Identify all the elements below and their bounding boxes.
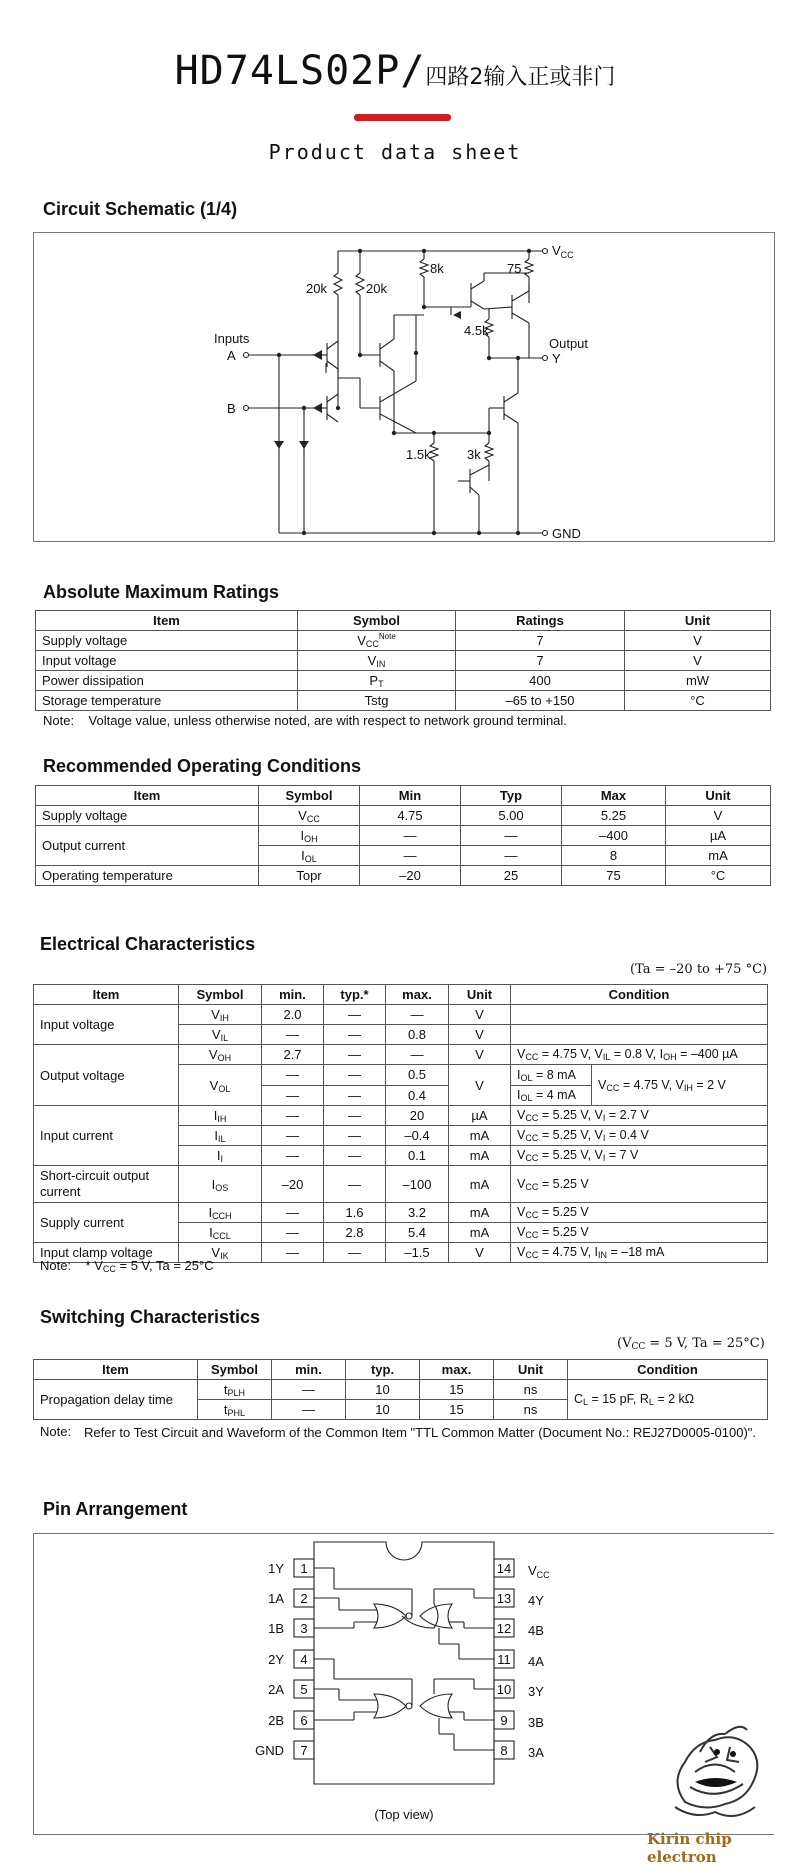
pin-9-label: 3B (528, 1715, 544, 1730)
table-row: Input clamp voltage $V_{IK}$ — — –1.5 V $V_{CC} = 4.75$ V, $I_{IN} = -18$ mA (34, 1243, 768, 1263)
pin-6-label: 2B (268, 1713, 284, 1728)
part-number: HD74LS02P/ (175, 48, 426, 94)
pin-12-number: 12 (497, 1621, 511, 1636)
rec-op-table (35, 785, 771, 886)
input-b-label: B (227, 401, 236, 416)
table-row: $I_I$ — — 0.1 mA $V_{CC} = 5.25$ V, $V_I = 7$ V (34, 1146, 768, 1166)
resistor-4.5k-label: 4.5k (464, 323, 489, 338)
table-row: $V_{OL}$ — — 0.5 V $I_{OL} = 8$ mA $I_{OL} = 4$ mA $V_{CC} = 4.75$ V, $V_{IH} = 2$ V (34, 1065, 768, 1086)
condition-voh: $V_{CC} = 4.75$ V, $V_{IL} = 0.8$ V, $I_{OH} = -400$ µA (511, 1045, 768, 1065)
table-row: Propagation delay time $t_{PLH}$ — 10 15 ns $C_L = 15$ pF, $R_L = 2$ kΩ (34, 1380, 768, 1400)
title-underline (354, 114, 451, 121)
table-row: $I_{IL}$ — — –0.4 mA $V_{CC} = 5.25$ V, $V_I = 0.4$ V (34, 1126, 768, 1146)
pin-2-label: 1A (268, 1591, 284, 1606)
pin-1-label: 1Y (268, 1561, 284, 1576)
input-a-label: A (227, 348, 236, 363)
abs-max-note: Note: Voltage value, unless otherwise noted, are with respect to network ground terminal. (43, 713, 567, 728)
pin-5-label: 2A (268, 1682, 284, 1697)
pin-13-number: 13 (497, 1591, 511, 1606)
schematic-frame (33, 232, 775, 542)
resistor-3k-label: 3k (467, 447, 481, 462)
table-header-row: Item Symbol Min Typ Max Unit (36, 786, 771, 806)
switching-title: Switching Characteristics (40, 1307, 260, 1328)
rec-op-title: Recommended Operating Conditions (43, 756, 361, 777)
abs-max-title: Absolute Maximum Ratings (43, 582, 279, 603)
table-row: Operating temperature Topr –20 25 75 °C (36, 866, 771, 886)
page-title (0, 48, 790, 94)
output-y-label: Y (552, 351, 561, 366)
pin-3-number: 3 (300, 1621, 307, 1636)
table-row: $I_{CCL}$ — 2.8 5.4 mA $V_{CC} = 5.25$ V (34, 1223, 768, 1243)
table-row: Output voltage $V_{OH}$ 2.7 — — V $V_{CC} = 4.75$ V, $V_{IL} = 0.8$ V, $I_{OH} = -400$ µA (34, 1045, 768, 1065)
pin-10-number: 10 (497, 1682, 511, 1697)
resistor-1.5k-label: 1.5k (406, 447, 431, 462)
pin-12-label: 4B (528, 1623, 544, 1638)
table-row: Supply current $I_{CCH}$ — 1.6 3.2 mA $V_{CC} = 5.25$ V (34, 1203, 768, 1223)
elec-title: Electrical Characteristics (40, 934, 255, 955)
pin-1-number: 1 (300, 1561, 307, 1576)
table-row: Input voltage $V_{IH}$ 2.0 — — V (34, 1005, 768, 1025)
pin-6-number: 6 (300, 1713, 307, 1728)
pin-4-label: 2Y (268, 1652, 284, 1667)
part-description: 四路2输入正或非门 (425, 65, 615, 90)
abs-max-table (35, 610, 771, 711)
table-row: Short-circuit output current $I_{OS}$ –20 — –100 mA $V_{CC} = 5.25$ V (34, 1166, 768, 1203)
pin-14-label: $V_{CC}$ (528, 1563, 550, 1580)
elec-condition-note: (Ta = –20 to +75 °C) (630, 962, 767, 977)
table-row: $I_{OL}$ — — 8 mA (36, 846, 771, 866)
elec-table (33, 984, 768, 1263)
table-row: $V_{IL}$ — — 0.8 V (34, 1025, 768, 1045)
pin-8-label: 3A (528, 1745, 544, 1760)
resistor-75-label: 75 (507, 261, 521, 276)
condition-propagation: $C_L = 15$ pF, $R_L = 2$ kΩ (568, 1380, 768, 1420)
resistor-8k-label: 8k (430, 261, 444, 276)
pin-2-number: 2 (300, 1591, 307, 1606)
resistor-20k-b-label: 20k (366, 281, 387, 296)
elec-note: Note: * $V_{CC} = 5$ V, Ta = 25°C (40, 1258, 214, 1273)
pins-title: Pin Arrangement (43, 1499, 187, 1520)
switching-table (33, 1359, 768, 1420)
inputs-label: Inputs (214, 331, 250, 346)
table-row: Input voltage $V_{IN}$ 7 V (36, 651, 771, 671)
condition-vol: $I_{OL} = 8$ mA $I_{OL} = 4$ mA $V_{CC} = 4.75$ V, $V_{IH} = 2$ V (511, 1065, 768, 1106)
pin-14-number: 14 (497, 1561, 511, 1576)
table-header-row: Item Symbol Ratings Unit (36, 611, 771, 631)
watermark-text: Kirin chip electron (647, 1830, 790, 1866)
table-row: Storage temperature Tstg –65 to +150 °C (36, 691, 771, 711)
gnd-label: GND (552, 526, 581, 541)
pin-7-number: 7 (300, 1743, 307, 1758)
table-row: Supply voltage $V_{CC}^{Note}$ 7 V (36, 631, 771, 651)
resistor-20k-a-label: 20k (306, 281, 327, 296)
switching-note: Note: Refer to Test Circuit and Waveform of the Common Item "TTL Common Matter (Document No.: REJ27D0005-0100)". (40, 1424, 760, 1442)
pin-7-label: GND (255, 1743, 284, 1758)
table-header-row: Item Symbol min. typ. max. Unit Condition (34, 1360, 768, 1380)
output-label: Output (549, 336, 588, 351)
table-row: Power dissipation $P_T$ 400 mW (36, 671, 771, 691)
schematic-title: Circuit Schematic (1/4) (43, 199, 237, 220)
circuit-schematic-diagram (34, 233, 774, 541)
table-header-row: Item Symbol min. typ.* max. Unit Condition (34, 985, 768, 1005)
pin-13-label: 4Y (528, 1593, 544, 1608)
switching-condition-note: ($V_{CC} = 5$ V, Ta = 25°C) (617, 1336, 765, 1351)
table-row: Output current $I_{OH}$ — — –400 µA (36, 826, 771, 846)
dragon-icon (655, 1712, 773, 1827)
pin-9-number: 9 (500, 1713, 507, 1728)
vcc-label: $V_{CC}$ (552, 243, 574, 260)
pin-5-number: 5 (300, 1682, 307, 1697)
pin-8-number: 8 (500, 1743, 507, 1758)
pin-3-label: 1B (268, 1621, 284, 1636)
pin-11-number: 11 (497, 1652, 511, 1667)
document-subtitle: Product data sheet (0, 140, 790, 164)
table-row: Input current $I_{IH}$ — — 20 µA $V_{CC} = 5.25$ V, $V_I = 2.7$ V (34, 1106, 768, 1126)
top-view-label: (Top view) (374, 1807, 433, 1822)
table-row: $t_{PHL}$ — 10 15 ns (34, 1400, 768, 1420)
pin-11-label: 4A (528, 1654, 544, 1669)
pin-10-label: 3Y (528, 1684, 544, 1699)
pin-4-number: 4 (300, 1652, 307, 1667)
table-row: Supply voltage $V_{CC}$ 4.75 5.00 5.25 V (36, 806, 771, 826)
table-row: — — 0.4 (34, 1085, 768, 1106)
